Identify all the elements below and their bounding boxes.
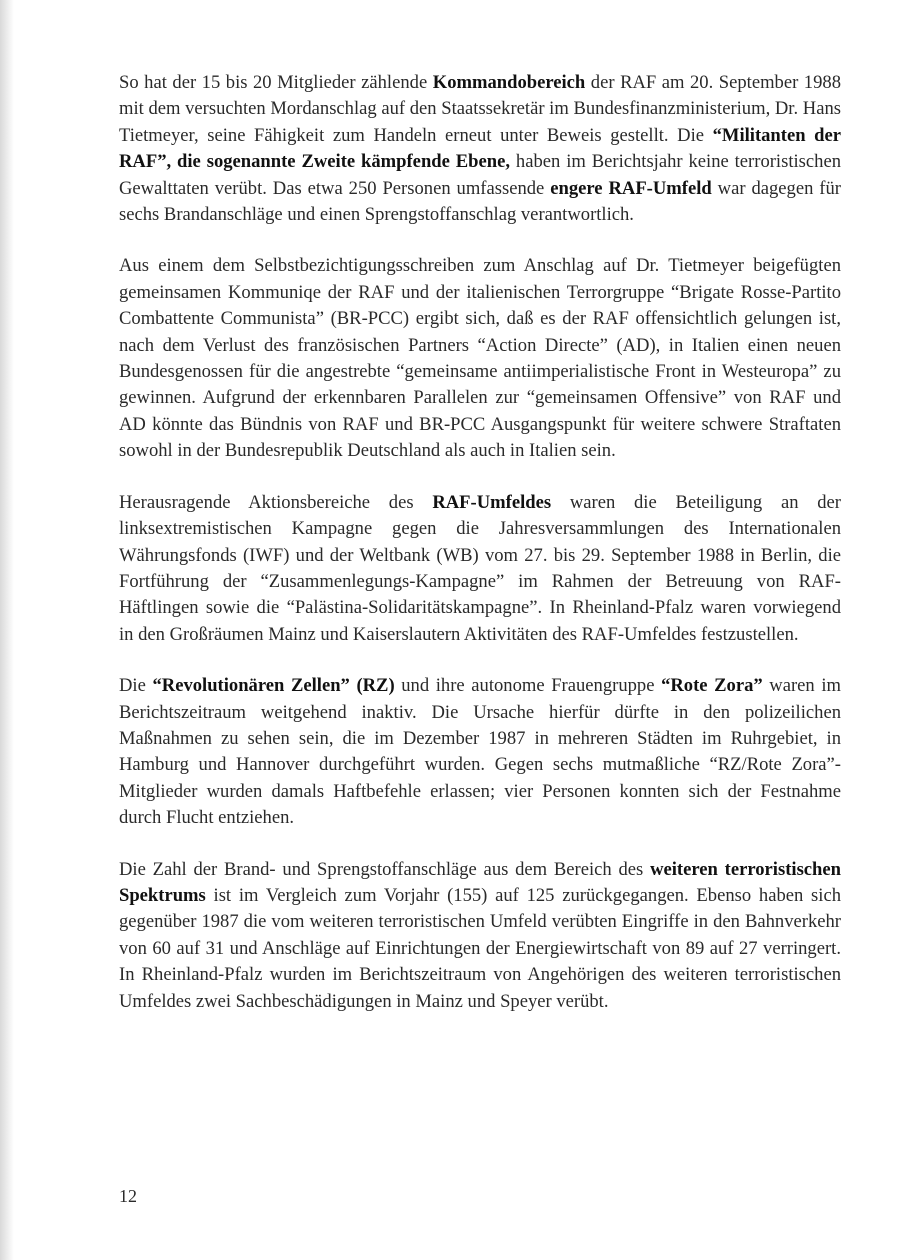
bold-term-weiteres-spektrum: weiteren terroristischen Spektrums (119, 858, 841, 906)
paragraph-kommandobereich (119, 70, 841, 228)
bold-term-kommandobereich: Kommandobereich (432, 72, 586, 93)
paragraph-kommunique (119, 253, 841, 464)
text-run: waren die Beteiligung an der linksextremistischen Kampagne gegen die Jahresversammlungen des Internationalen Währungsfonds (IWF) und der Weltbank (WB) vom 27. bis 29. September 1988 in Berlin, die Fortführung der “Zusammenlegungs-Kampagne” im Rahmen der Betreuung von RAF-Häftlingen sowie die “Palästina-Solidaritätskampagne”. In Rheinland-Pfalz waren vorwiegend in den Großräumen Mainz und Kaiserslautern Aktivitäten des RAF-Umfeldes festzustellen. (119, 491, 841, 645)
text-run: Die (119, 675, 153, 697)
text-run: und ihre autonome Frauengruppe (394, 675, 662, 697)
paragraph-revolutionaere-zellen (119, 673, 841, 831)
document-page (119, 70, 841, 1040)
text-run: waren im Berichtszeitraum weitgehend inaktiv. Die Ursache hierfür dürfte in den polizeilichen Maßnahmen zu sehen sein, die im Dezember 1987 in mehreren Städten im Ruhrgebiet, in Hamburg und Hannover durchgeführt wurden. Gegen sechs mutmaßliche “RZ/Rote Zora”-Mitglieder wurden damals Haftbefehle erlassen; vier Personen konnten sich der Festnahme durch Flucht entziehen. (119, 675, 841, 829)
bold-term-raf-umfeld: engere RAF-Umfeld (550, 177, 712, 199)
bold-term-rote-zora: “Rote Zora” (661, 675, 763, 697)
bold-term-militanten: “Militanten der RAF”, die sogenannte Zweite kämpfende Ebene, (119, 124, 841, 173)
text-run: war dagegen für sechs Brandanschläge und einen Sprengstoffanschlag verantwortlich. (119, 177, 841, 226)
bold-term-raf-umfeldes: RAF-Umfeldes (432, 491, 552, 513)
page-left-edge-shadow (0, 0, 14, 1260)
text-run: haben im Berichtsjahr keine terroristischen Gewalttaten verübt. Das etwa 250 Personen umfassende (119, 151, 841, 199)
paragraph-weiteres-spektrum (119, 857, 841, 1015)
text-run: So hat der 15 bis 20 Mitglieder zählende (119, 72, 433, 93)
text-run: Aus einem dem Selbstbezichtigungsschreiben zum Anschlag auf Dr. Tietmeyer beigefügten gemeinsamen Kommuniqe der RAF und der italienischen Terrorgruppe “Brigate Rosse-Partito Combattente Communista” (BR-PCC) ergibt sich, daß es der RAF offensichtlich gelungen ist, nach dem Verlust des französischen Partners “Action Directe” (AD), in Italien einen neuen Bundesgenossen für die angestrebte “gemeinsame antiimperialistische Front in Westeuropa” zu gewinnen. Aufgrund der erkennbaren Parallelen zur “gemeinsamen Offensive” von RAF und AD könnte das Bündnis von RAF und BR-PCC Ausgangspunkt für weitere schwere Straftaten sowohl in der Bundesrepublik Deutschland als auch in Italien sein. (119, 255, 841, 462)
text-run: Die Zahl der Brand- und Sprengstoffanschläge aus dem Bereich des (119, 858, 651, 880)
text-run: der RAF am 20. September 1988 mit dem versuchten Mordanschlag auf den Staatssekretär im Bundesfinanzministerium, Dr. Hans Tietmeyer, seine Fähigkeit zum Handeln erneut unter Beweis gestellt. Die (119, 72, 841, 146)
text-run: ist im Vergleich zum Vorjahr (155) auf 125 zurückgegangen. Ebenso haben sich gegenüber 1987 die vom weiteren terroristischen Umfeld verübten Eingriffe in den Bahnverkehr von 60 auf 31 und Anschläge auf Einrichtungen der Energiewirtschaft von 89 auf 27 verringert. In Rheinland-Pfalz wurden im Berichtszeitraum von Angehörigen des weiteren terroristischen Umfeldes zwei Sachbeschädigungen in Mainz und Speyer verübt. (119, 884, 841, 1012)
page-number: 12 (119, 1186, 137, 1206)
bold-term-rz: “Revolutionären Zellen” (RZ) (152, 675, 395, 697)
paragraph-aktionsbereiche (119, 490, 841, 648)
text-run: Herausragende Aktionsbereiche des (119, 491, 433, 513)
